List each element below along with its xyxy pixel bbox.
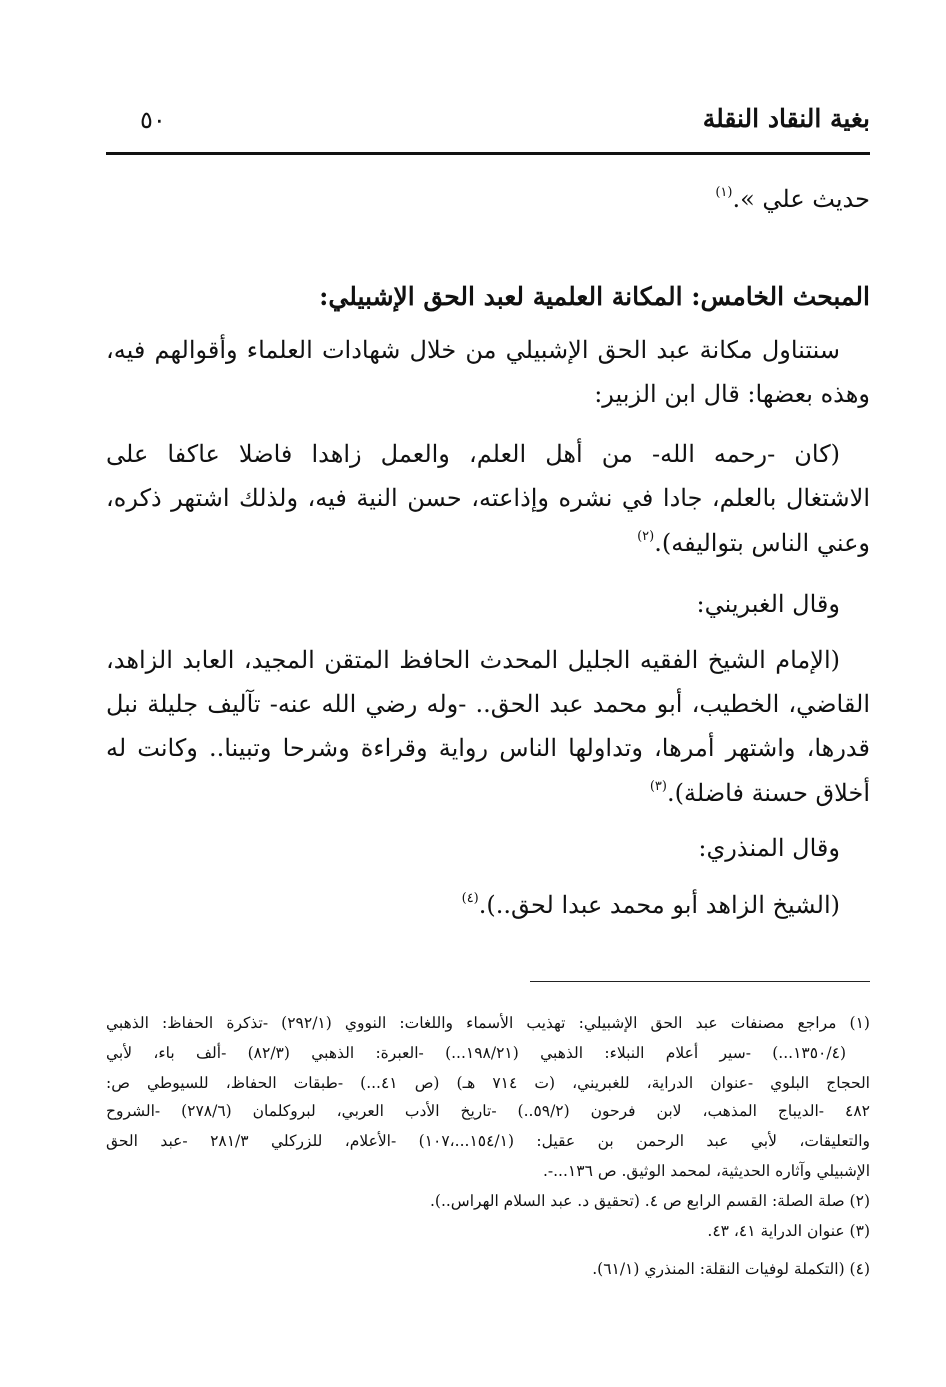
continuation-line (715, 186, 870, 211)
footnote-ref-2: (٢) (637, 529, 655, 544)
speaker-mundhiri: وقال المنذري: (698, 834, 840, 862)
quote2-line-3: قدرها، واشتهر أمرها، وتداولها الناس رواية وقراءة وشرحا وتبينا.. وكانت له (106, 734, 870, 762)
quote2-line-4-text: أخلاق حسنة فاضلة). (666, 779, 870, 807)
quote1-line-2: الاشتغال بالعلم، جادا في نشره وإذاعته، حسن النية فيه، ولذلك اشتهر ذكره، (106, 484, 870, 512)
header-rule (106, 152, 870, 155)
running-header-title: بغية النقاد النقلة (702, 104, 870, 133)
quote1-line-3 (637, 530, 870, 555)
section-heading: المبحث الخامس: المكانة العلمية لعبد الحق الإشبيلي: (319, 282, 870, 311)
quote2-line-4 (650, 780, 870, 805)
footnote-4: (٤) (التكملة لوفيات النقلة: المنذري (٦١/١). (592, 1260, 870, 1278)
footnote-ref-4: (٤) (461, 891, 479, 906)
footnote-1-line-5: والتعليقات، لأبي عبد الرحمن بن عقيل: (١٥٤/١...،١٠٧) -الأعلام، للزركلي ٢٨١/٣ -عبد الحق (106, 1132, 870, 1150)
footnote-1-line-3: الحجاج البلوي -عنوان الدراية، للغبريني، (ت ٧١٤ هـ) (ص ٤١...) -طبقات الحفاظ، للسيوطي ص: (106, 1074, 870, 1092)
footnote-separator (530, 981, 870, 982)
intro-line-2: وهذه بعضها: قال ابن الزبير: (594, 380, 870, 408)
footnote-1-line-1: (١) مراجع مصنفات عبد الحق الإشبيلي: تهذيب الأسماء واللغات: النووي (٢٩٢/١) -تذكرة الحفاظ: الذهبي (106, 1014, 870, 1032)
continuation-text: حديث علي ». (732, 185, 870, 213)
page-number: ٥٠ (140, 106, 166, 134)
quote1-line-3-text: وعني الناس بتواليفه). (654, 529, 870, 557)
quote3-line (462, 892, 840, 917)
quote2-line-1: (الإمام الشيخ الفقيه الجليل المحدث الحافظ المتقن المجيد، العابد الزاهد، (106, 646, 841, 674)
footnote-ref-1: (١) (715, 185, 733, 200)
footnote-2: (٢) صلة الصلة: القسم الرابع ص ٤. (تحقيق د. عبد السلام الهراس..). (429, 1192, 870, 1210)
footnote-1-line-6: الإشبيلي وآثاره الحديثية، لمحمد الوثيق. ص ١٣٦...-. (542, 1162, 870, 1180)
quote1-line-1: (كان -رحمه الله- من أهل العلم، والعمل زاهدا فاضلا عاكفا على (106, 440, 840, 468)
footnote-1-line-4: ٤٨٢ -الديباج المذهب، لابن فرحون (٥٩/٢..) -تاريخ الأدب العربي، لبروكلمان (٢٧٨/٦) -الشروح (106, 1102, 870, 1120)
quote2-line-2: القاضي، الخطيب، أبو محمد عبد الحق.. -وله رضي الله عنه- تآليف جليلة نبل (106, 690, 870, 718)
footnote-1-line-2: (١٣٥٠/٤...) -سير أعلام النبلاء: الذهبي (١٩٨/٢١...) -العبرة: الذهبي (٨٢/٣) -ألف باء، لأبي (106, 1044, 846, 1062)
footnote-ref-3: (٣) (649, 779, 667, 794)
quote3-text: (الشيخ الزاهد أبو محمد عبدا لحق..). (478, 891, 840, 919)
footnote-3: (٣) عنوان الدراية ٤١، ٤٣. (707, 1222, 870, 1240)
speaker-ghubrini: وقال الغبريني: (696, 590, 840, 618)
intro-line-1: سنتناول مكانة عبد الحق الإشبيلي من خلال شهادات العلماء وأقوالهم فيه، (106, 336, 840, 364)
